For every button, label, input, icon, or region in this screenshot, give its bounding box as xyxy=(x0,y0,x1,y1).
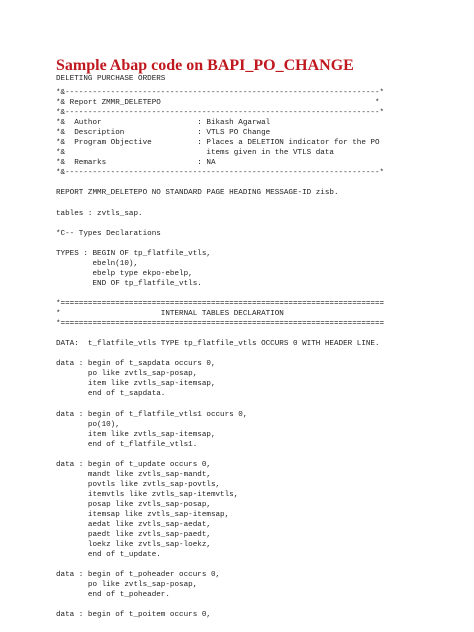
abap-code-block: *&---------------------------------------------------------------------* *& Report ZMMR_DELETEPO * *&---------------------------------------------------------------------* *& Author : Bikash Agarwal *& Description : VTLS PO Change *& Program Objective : Places a DELETION indicator for the PO *& items given in the VTLS data *& Remarks : NA *&---------------------------------------------------------------------* REPORT ZMMR_DELETEPO NO STANDARD PAGE HEADING MESSAGE-ID zisb. tables : zvtls_sap. *C-- Types Declarations TYPES : BEGIN OF tp_flatfile_vtls, ebeln(10), ebelp type ekpo-ebelp, END OF tp_flatfile_vtls. *======================================================================= * INTERNAL TABLES DECLARATION *======================================================================= DATA: t_flatfile_vtls TYPE tp_flatfile_vtls OCCURS 0 WITH HEADER LINE. data : begin of t_sapdata occurs 0, po like zvtls_sap-posap, item like zvtls_sap-itemsap, end of t_sapdata. data : begin of t_flatfile_vtls1 occurs 0, po(10), item like zvtls_sap-itemsap, end of t_flatfile_vtls1. data : begin of t_update occurs 0, mandt like zvtls_sap-mandt, povtls like zvtls_sap-povtls, itemvtls like zvtls_sap-itemvtls, posap like zvtls_sap-posap, itemsap like zvtls_sap-itemsap, aedat like zvtls_sap-aedat, paedt like zvtls_sap-paedt, loekz like zvtls_sap-loekz, end of t_update. data : begin of t_poheader occurs 0, po like zvtls_sap-posap, end of t_poheader. data : begin of t_poitem occurs 0, xyxy=(56,89,385,620)
document-title: Sample Abap code on BAPI_PO_CHANGE xyxy=(56,57,354,74)
document-subtitle: DELETING PURCHASE ORDERS xyxy=(56,75,166,83)
